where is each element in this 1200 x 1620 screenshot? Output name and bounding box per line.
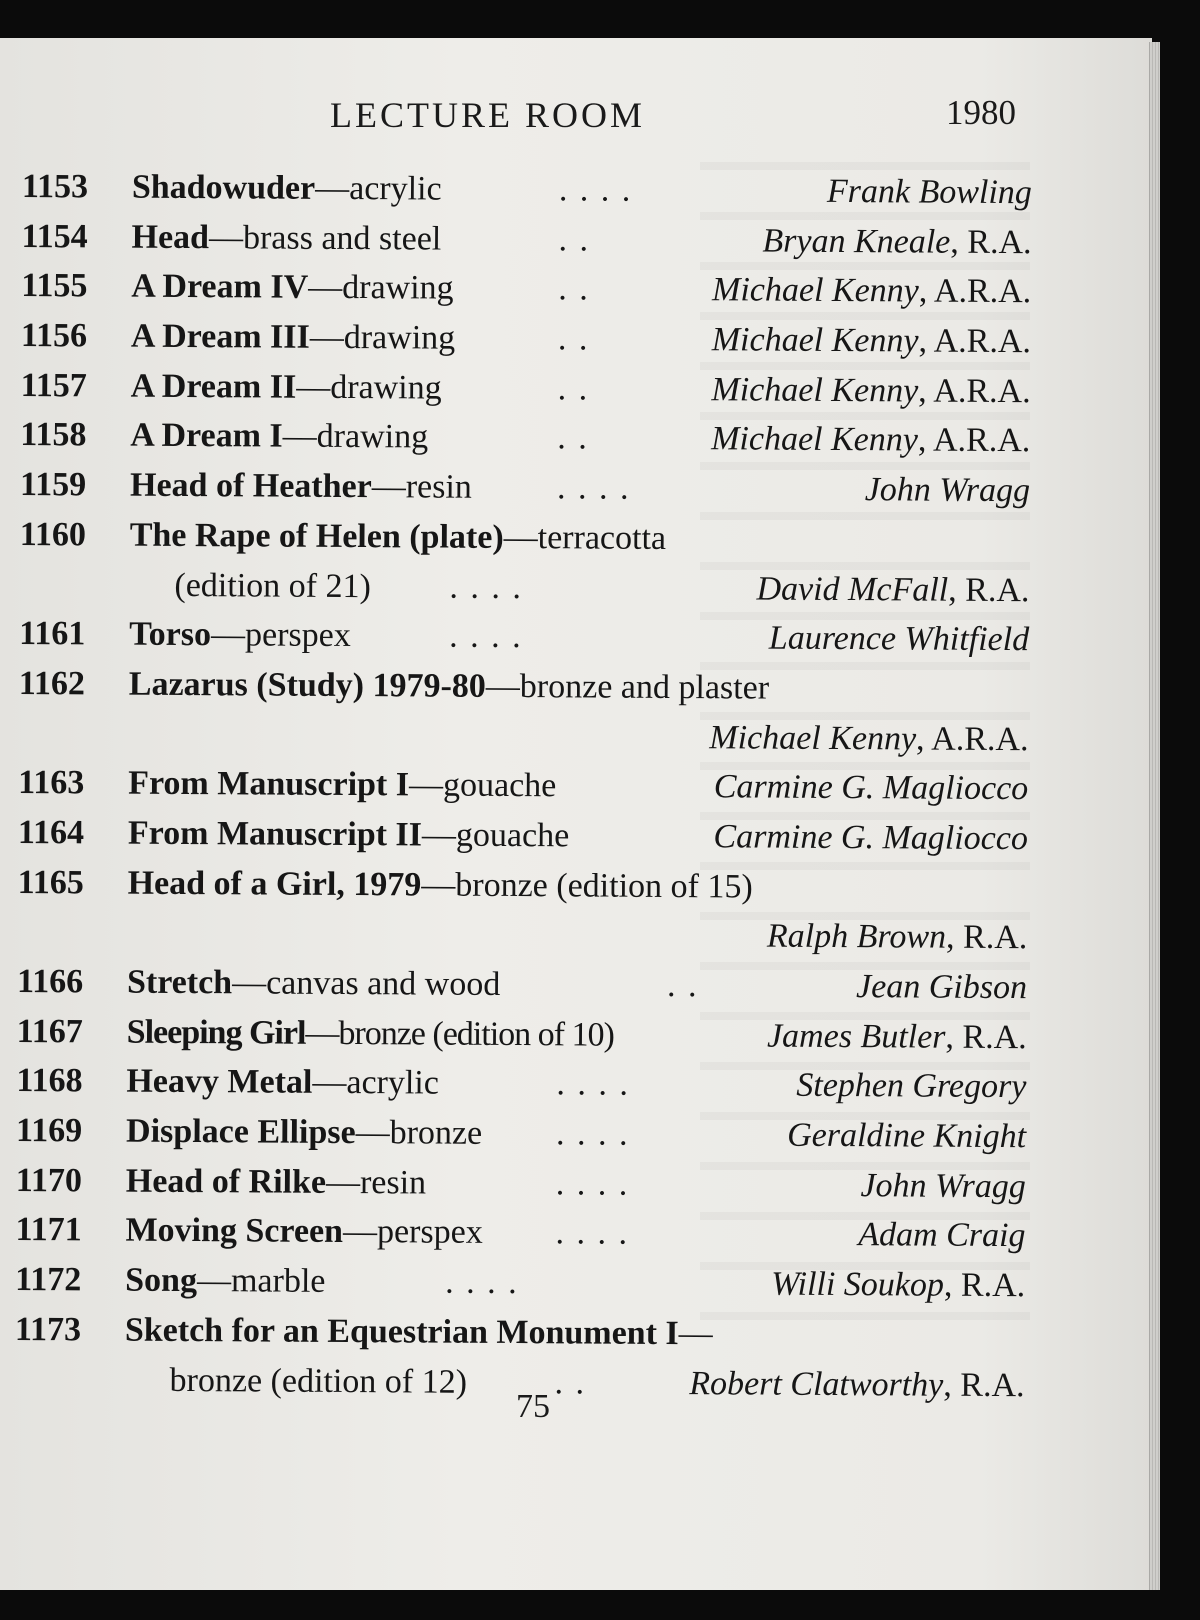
entry-medium: —perspex: [342, 1213, 483, 1252]
entry-medium: —bronze: [355, 1114, 483, 1152]
dot-leader: . . . .: [445, 1263, 519, 1302]
artist-name: Laurence Whitfield: [768, 619, 1030, 659]
entry-title: Lazarus (Study) 1979-80: [128, 665, 486, 705]
entry-number: 1173: [14, 1310, 82, 1349]
entry-medium: —drawing: [309, 318, 456, 357]
artist-name: Adam Craig: [858, 1216, 1026, 1255]
dot-leader: . .: [557, 320, 590, 358]
list-item: [20, 416, 1030, 472]
entry-medium: —gouache: [408, 766, 557, 805]
entry-number: 1172: [15, 1261, 82, 1299]
artist-honour: , R.A.: [945, 1018, 1027, 1056]
entry-number: 1160: [19, 515, 86, 554]
artist-name: John Wragg: [860, 1166, 1026, 1205]
artist-name: John Wragg: [864, 471, 1031, 510]
entry-number: 1169: [16, 1112, 83, 1150]
artist-name: Michael Kenny: [711, 321, 919, 360]
dot-leader: . . . .: [558, 171, 633, 209]
artist-name: Robert Clatworthy: [689, 1364, 944, 1404]
artist-name: Michael Kenny: [711, 420, 919, 459]
list-item: [15, 1211, 1025, 1267]
entry-title: A Dream IV: [131, 268, 309, 307]
artist-honour: , R.A.: [948, 571, 1030, 609]
dot-leader: . . . .: [449, 617, 523, 656]
artist-name: Michael Kenny: [709, 718, 917, 758]
list-item: [20, 466, 1030, 522]
entry-number: 1162: [18, 664, 86, 703]
dot-leader: . .: [557, 419, 589, 457]
artist-honour: , A.R.A.: [917, 421, 1031, 460]
entry-number: 1171: [15, 1211, 82, 1249]
entry-medium: —bronze (edition of 15): [421, 866, 753, 906]
entry-number: 1156: [20, 317, 88, 355]
artist-honour: , R.A.: [943, 1266, 1026, 1305]
list-item: [21, 317, 1031, 373]
artist-honour: , R.A.: [945, 918, 1028, 957]
list-item: [21, 218, 1031, 274]
entry-medium: —drawing: [308, 269, 454, 308]
artist-honour: , R.A.: [943, 1366, 1025, 1404]
dot-leader: . .: [666, 966, 699, 1005]
artist-honour: , A.R.A.: [918, 322, 1032, 361]
artist-name: Stephen Gregory: [796, 1067, 1027, 1106]
entry-title: The Rape of Helen (plate): [129, 516, 504, 556]
entry-title: Heavy Metal: [126, 1063, 313, 1102]
list-item: [16, 1162, 1026, 1218]
artist-name: Geraldine Knight: [787, 1116, 1027, 1156]
list-item: [16, 1062, 1026, 1118]
artist-name: David McFall: [756, 569, 949, 609]
list-item: [15, 1311, 1025, 1367]
list-item: [21, 267, 1031, 323]
entry-continuation: bronze (edition of 12): [169, 1361, 468, 1401]
entry-title: From Manuscript II: [127, 814, 423, 854]
entry-medium: —brass and steel: [208, 218, 442, 258]
list-item: [19, 615, 1029, 671]
entry-number: 1164: [17, 813, 85, 852]
dot-leader: . . . .: [555, 1115, 630, 1153]
entry-number: 1161: [19, 615, 86, 653]
entry-title: A Dream III: [130, 317, 310, 356]
entry-number: 1165: [17, 863, 84, 902]
entry-medium: —gouache: [421, 816, 570, 855]
list-item-continuation: [19, 565, 1029, 621]
entry-medium: —bronze (edition of 10): [305, 1014, 614, 1054]
entry-medium: —drawing: [296, 368, 442, 407]
entry-title: Sleeping Girl: [126, 1013, 306, 1052]
entry-medium: —canvas and wood: [232, 964, 501, 1003]
dot-leader: . . . .: [556, 469, 631, 507]
artist-name: Michael Kenny: [711, 271, 919, 310]
entry-title: A Dream II: [130, 367, 297, 406]
dot-leader: . .: [558, 270, 590, 308]
entry-number: 1158: [20, 416, 87, 454]
artist-name: Michael Kenny: [711, 370, 919, 410]
list-item: [17, 864, 1027, 920]
entry-number: 1159: [19, 466, 87, 504]
artist-name: Bryan Kneale: [762, 222, 951, 261]
entry-medium: —resin: [325, 1163, 427, 1202]
entry-number: 1163: [18, 764, 85, 802]
artist-name: Jean Gibson: [855, 968, 1028, 1007]
entry-title: A Dream I: [130, 417, 283, 456]
entry-title: Sketch for an Equestrian Monument I: [124, 1311, 679, 1352]
entry-medium: —: [678, 1314, 713, 1353]
entry-number: 1168: [16, 1062, 83, 1100]
list-item: [17, 1013, 1027, 1069]
entry-number: 1170: [15, 1161, 83, 1200]
artist-honour: , A.R.A.: [915, 720, 1029, 758]
entry-title: Stretch: [126, 963, 233, 1002]
artist-honour: , A.R.A.: [918, 372, 1031, 410]
entry-medium: —perspex: [210, 616, 351, 655]
list-item-continuation: [18, 715, 1028, 771]
entry-number: 1153: [21, 168, 89, 206]
dot-leader: . . . .: [556, 1065, 631, 1104]
artist-honour: , R.A.: [950, 223, 1032, 261]
list-item: [19, 665, 1029, 721]
entry-title: Head of Heather: [129, 466, 372, 506]
entry-title: From Manuscript I: [128, 764, 410, 804]
artist-honour: , A.R.A.: [918, 272, 1032, 311]
entry-title: Torso: [129, 615, 212, 654]
entry-title: Shadowuder: [131, 168, 316, 207]
artist-name: Willi Soukop: [771, 1265, 945, 1304]
dot-leader: . .: [557, 370, 590, 408]
entry-title: Song: [125, 1261, 198, 1300]
year: 1980: [946, 93, 1016, 132]
entry-medium: —terracotta: [503, 518, 667, 557]
entry-number: 1166: [16, 962, 84, 1001]
list-item: [18, 814, 1028, 870]
dot-leader: . . . .: [449, 568, 524, 606]
artist-name: Ralph Brown: [766, 917, 947, 956]
list-item: [22, 168, 1032, 224]
dot-leader: . . . .: [555, 1214, 630, 1253]
artist-name: Carmine G. Magliocco: [713, 818, 1029, 858]
list-item: [20, 367, 1030, 423]
dot-leader: . .: [558, 220, 591, 259]
entry-medium: —marble: [196, 1262, 326, 1300]
list-item: [17, 963, 1027, 1019]
list-item: [16, 1112, 1026, 1168]
entry-title: Head: [131, 218, 210, 256]
entry-number: 1157: [20, 366, 87, 405]
entry-medium: —drawing: [282, 418, 429, 456]
list-item: [15, 1261, 1025, 1317]
entry-number: 1154: [21, 217, 88, 256]
entry-title: Moving Screen: [125, 1212, 344, 1251]
entry-medium: —bronze and plaster: [485, 667, 770, 707]
page-edges: [1149, 42, 1160, 1590]
entry-title: Head of Rilke: [125, 1162, 327, 1201]
list-item-continuation: [17, 913, 1027, 969]
entry-title: Head of a Girl, 1979: [127, 864, 422, 904]
entry-medium: —acrylic: [315, 169, 442, 208]
list-item: [20, 516, 1030, 572]
artist-name: James Butler: [766, 1017, 946, 1056]
artist-name: Frank Bowling: [826, 172, 1032, 212]
running-head: LECTURE ROOM: [330, 95, 645, 135]
list-item: [18, 764, 1028, 820]
page-number: 75: [516, 1388, 550, 1425]
artist-name: Carmine G. Magliocco: [713, 768, 1029, 808]
entry-title: Displace Ellipse: [126, 1112, 356, 1152]
catalogue-entries: [14, 168, 1032, 1416]
entry-number: 1167: [16, 1012, 83, 1051]
dot-leader: . .: [554, 1363, 587, 1401]
entry-medium: —resin: [371, 468, 472, 506]
entry-number: 1155: [21, 267, 88, 305]
entry-medium: —acrylic: [312, 1064, 440, 1102]
dot-leader: . . . .: [555, 1165, 630, 1203]
entry-continuation: (edition of 21): [174, 566, 371, 605]
